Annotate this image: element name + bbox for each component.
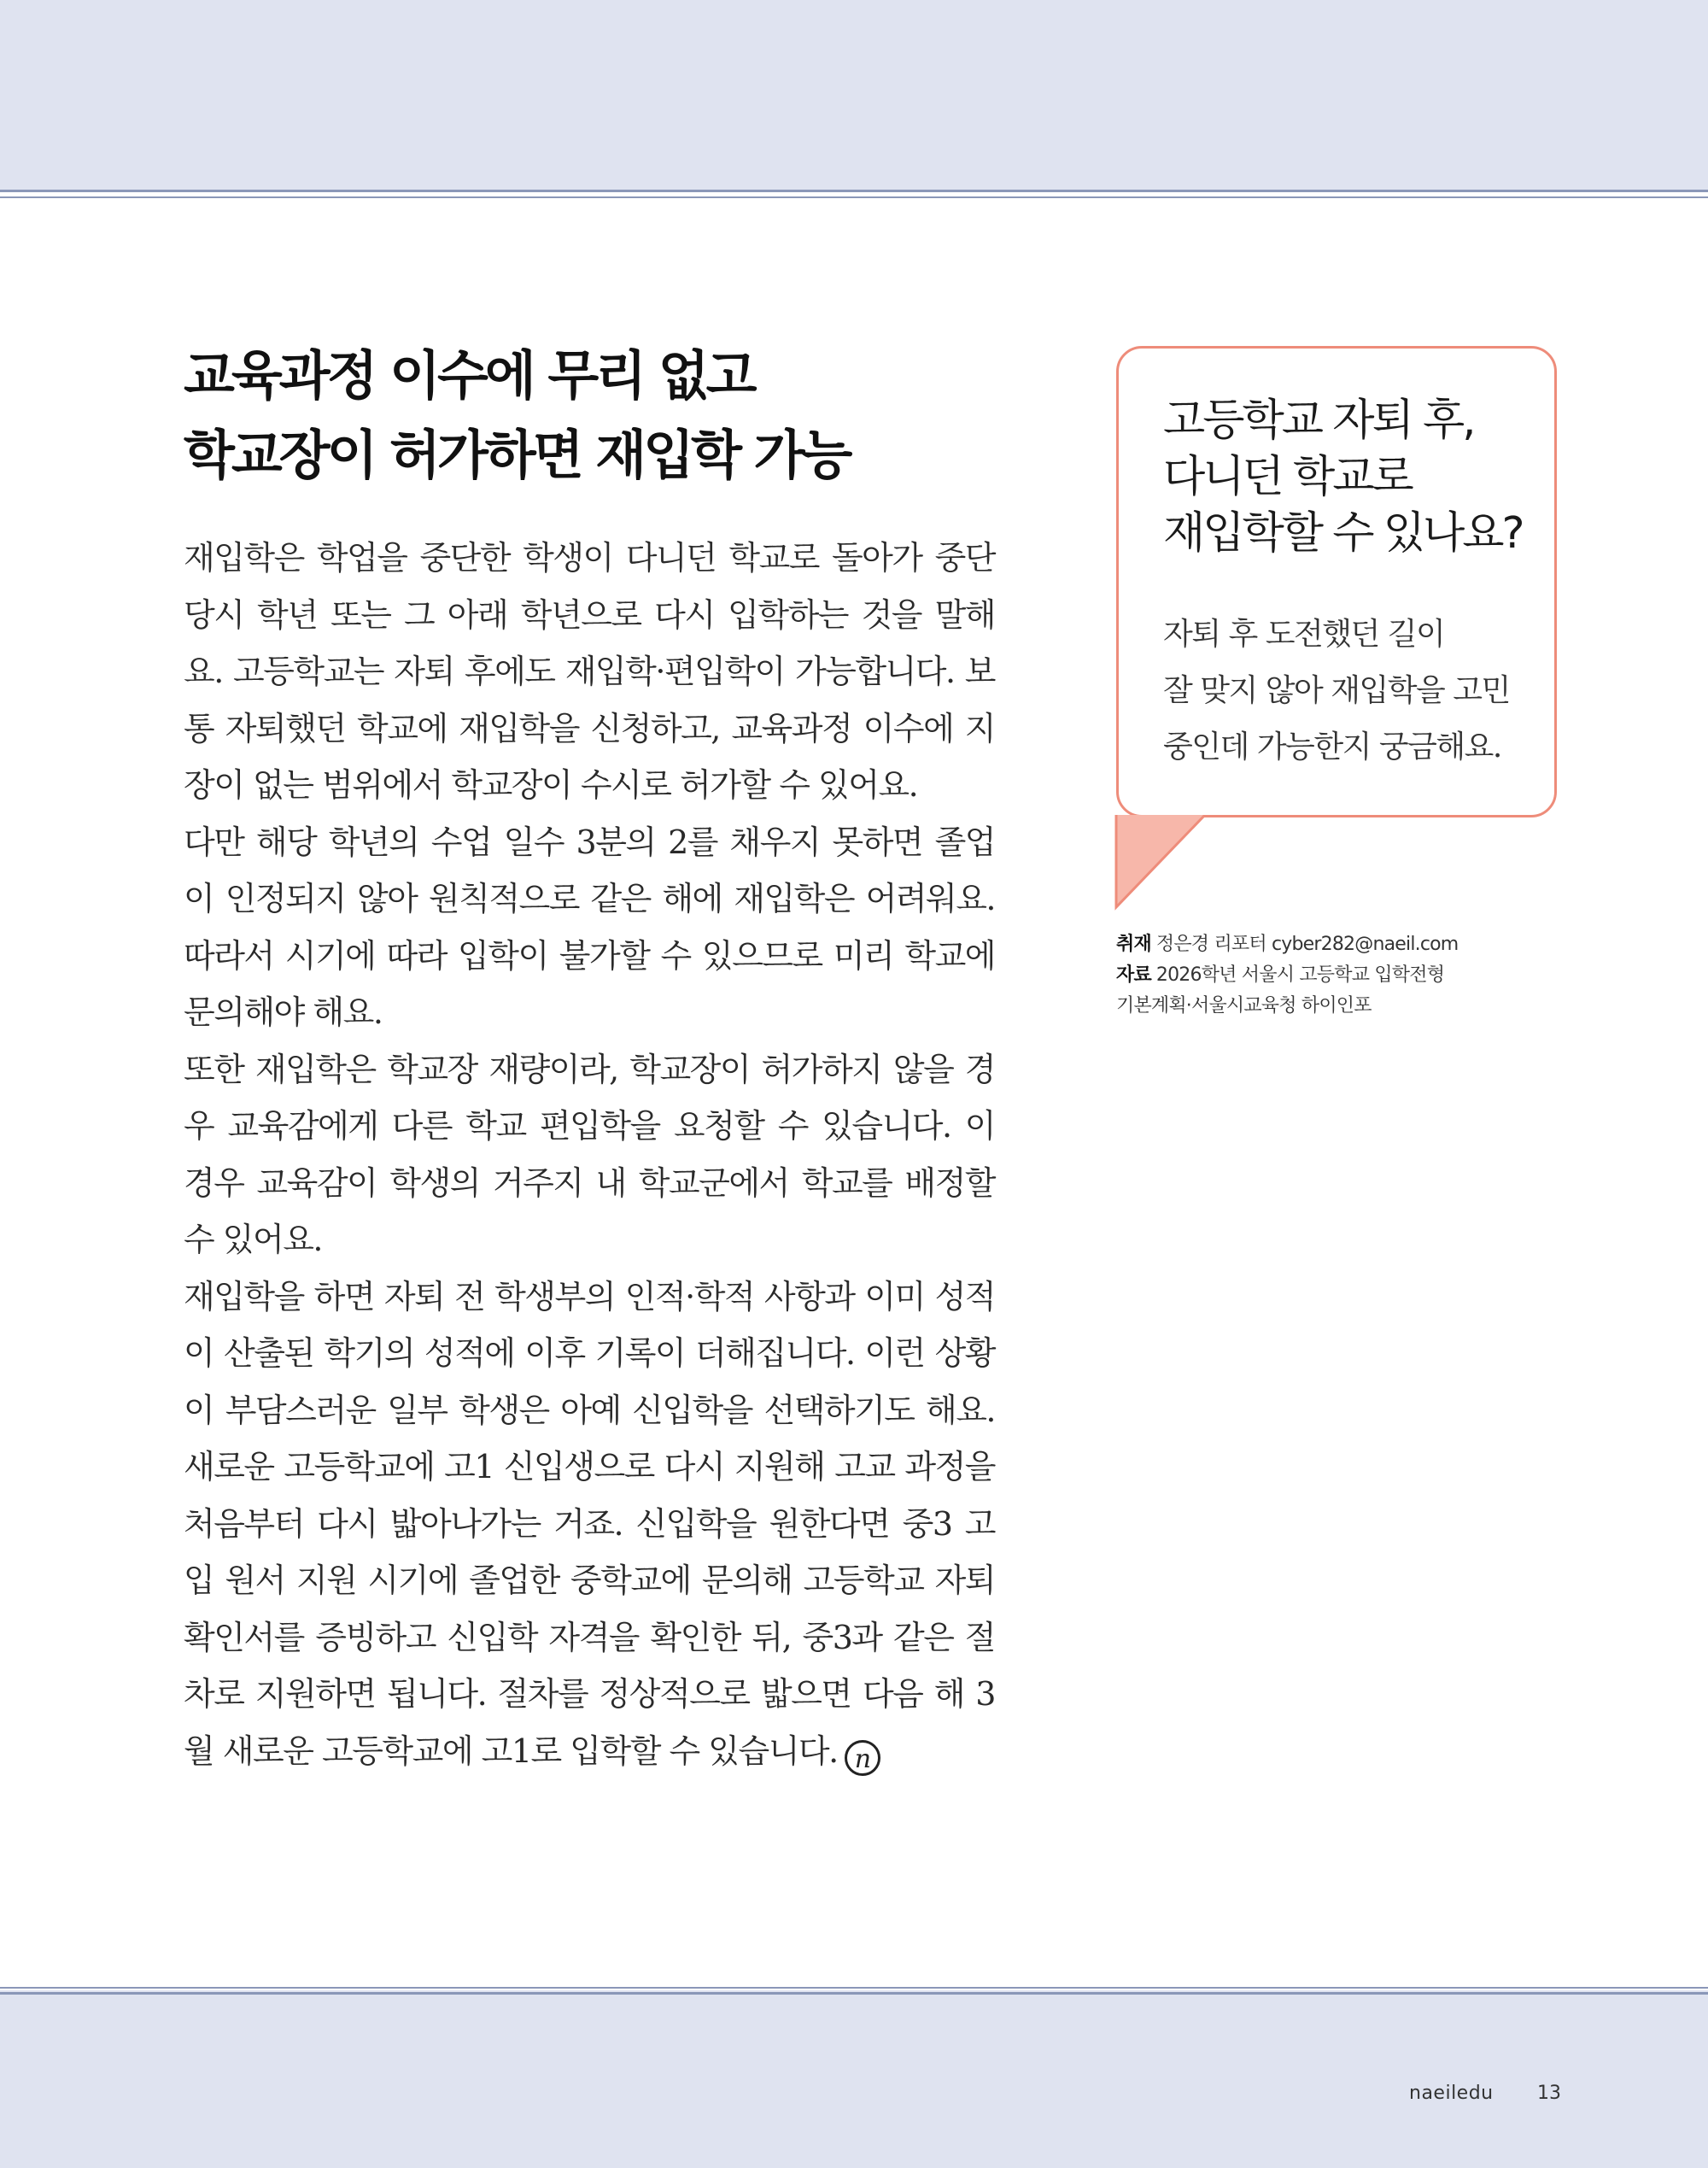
- credits: [1116, 929, 1560, 1022]
- bottom-rule-thin: [0, 1987, 1708, 1989]
- headline-line-2: 학교장이 허가하면 재입학 가능: [184, 424, 850, 486]
- question-bubble: [1116, 346, 1557, 817]
- question-title-line-1: 고등학교 자퇴 후,: [1163, 396, 1474, 446]
- credit-source-label: 자료: [1116, 964, 1151, 986]
- body-paragraph-3: 또한 재입학은 학교장 재량이라, 학교장이 허가하지 않을 경우 교육감에게 다른 학교 편입학을 요청할 수 있습니다. 이 경우 교육감이 학생의 거주지 내 학교군에서 학교를 배정할 수 있어요.: [184, 1050, 995, 1258]
- question-body-line-2: 잘 맞지 않아 재입학을 고민: [1163, 673, 1510, 708]
- article-body: [184, 530, 995, 1779]
- naeil-end-mark-icon: n: [845, 1740, 880, 1776]
- bottom-band: [0, 1990, 1708, 2168]
- credit-source-value-1: 2026학년 서울시 고등학교 입학전형: [1155, 964, 1445, 986]
- body-paragraph-2: 다만 해당 학년의 수업 일수 3분의 2를 채우지 못하면 졸업이 인정되지 않아 원칙적으로 같은 해에 재입학은 어려워요. 따라서 시기에 따라 입학이 불가할 수 있으므로 미리 학교에 문의해야 해요.: [184, 823, 995, 1031]
- question-title: [1163, 393, 1539, 562]
- page-number: 13: [1537, 2083, 1561, 2104]
- credit-source: [1116, 960, 1560, 991]
- credit-reporter-label: 취재: [1116, 934, 1151, 955]
- body-paragraph-4: [184, 1269, 995, 1780]
- question-title-line-2: 다니던 학교로: [1163, 452, 1412, 502]
- credit-reporter: [1116, 929, 1560, 960]
- body-paragraph-4-text: 재입학을 하면 자퇴 전 학생부의 인적·학적 사항과 이미 성적이 산출된 학기의 성적에 이후 기록이 더해집니다. 이런 상황이 부담스러운 일부 학생은 아예 신입학을 선택하기도 해요. 새로운 고등학교에 고1 신입생으로 다시 지원해 고교 과정을 처음부터 다시 밟아나가는 거죠. 신입학을 원한다면 중3 고입 원서 지원 시기에 졸업한 중학교에 문의해 고등학교 자퇴확인서를 증빙하고 신입학 자격을 확인한 뒤, 중3과 같은 절차로 지원하면 됩니다. 절차를 정상적으로 밟으면 다음 해 3월 새로운 고등학교에 고1로 입학할 수 있습니다.: [184, 1277, 995, 1770]
- article-headline: [184, 336, 1038, 495]
- footer-brand: naeiledu: [1409, 2083, 1494, 2104]
- credit-source-value-2: 기본계획·서울시교육청 하이인포: [1116, 995, 1372, 1017]
- body-paragraph-1: 재입학은 학업을 중단한 학생이 다니던 학교로 돌아가 중단 당시 학년 또는 그 아래 학년으로 다시 입학하는 것을 말해요. 고등학교는 자퇴 후에도 재입학·편입학이 가능합니다. 보통 자퇴했던 학교에 재입학을 신청하고, 교육과정 이수에 지장이 없는 범위에서 학교장이 수시로 허가할 수 있어요.: [184, 539, 995, 804]
- question-body: [1163, 606, 1539, 776]
- top-rule-thin: [0, 196, 1708, 198]
- headline-line-1: 교육과정 이수에 무리 없고: [184, 344, 754, 407]
- top-band: [0, 0, 1708, 190]
- top-rule: [0, 190, 1708, 192]
- question-title-line-3: 재입학할 수 있나요?: [1163, 508, 1523, 559]
- question-body-line-1: 자퇴 후 도전했던 길이: [1163, 617, 1445, 652]
- bottom-rule: [0, 1992, 1708, 1995]
- speech-tail-icon: [1114, 815, 1208, 911]
- question-body-line-3: 중인데 가능한지 궁금해요.: [1163, 730, 1501, 765]
- credit-reporter-value: 정은경 리포터 cyber282@naeil.com: [1155, 934, 1459, 955]
